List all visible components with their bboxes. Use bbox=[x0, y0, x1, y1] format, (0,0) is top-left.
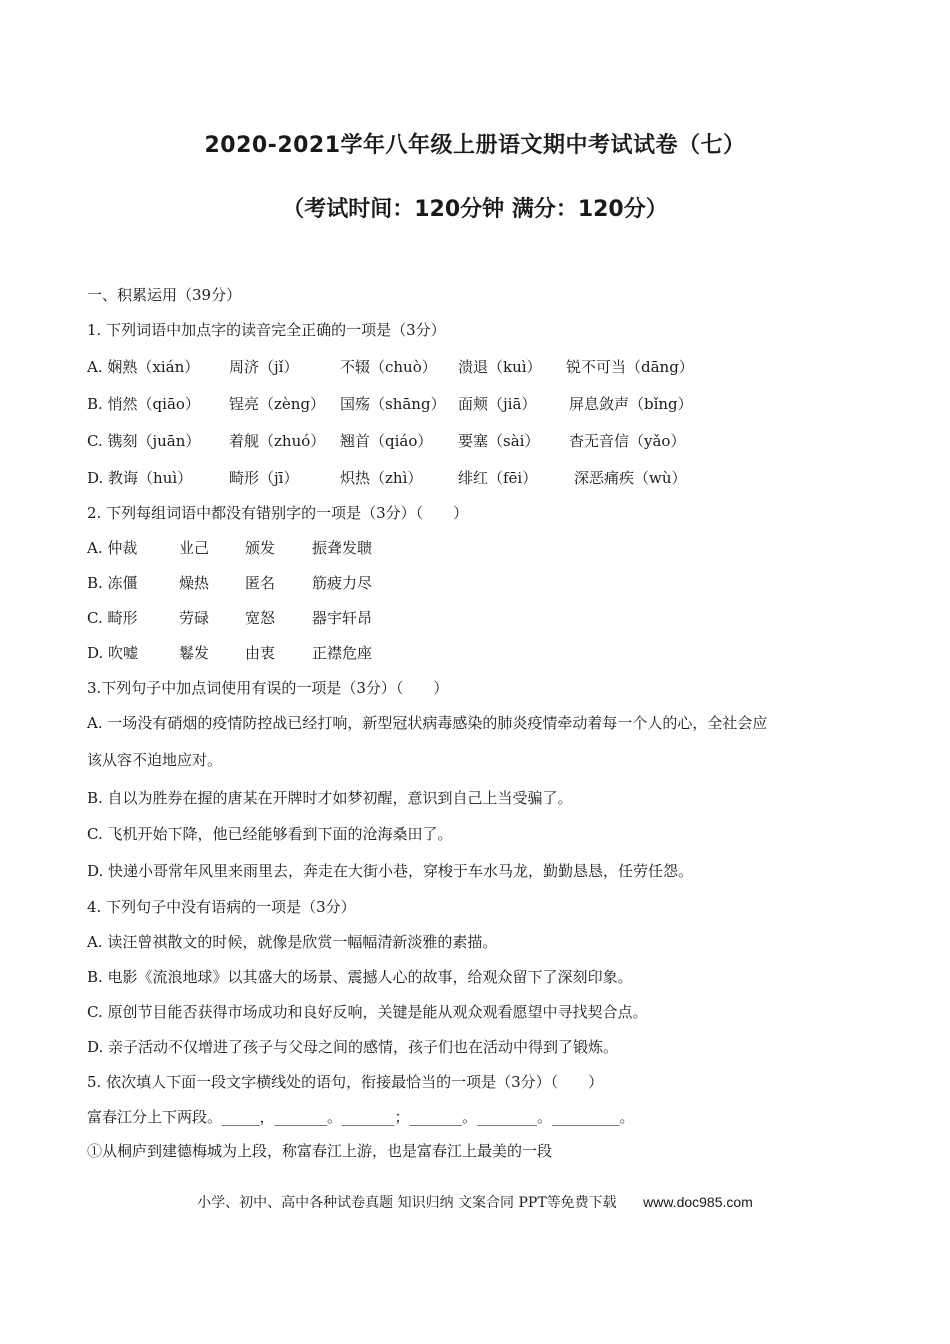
question-3-option-d: D. 快递小哥常年风里来雨里去，奔走在大街小巷，穿梭于车水马龙，勤勤恳恳，任劳任怨。 bbox=[87, 862, 694, 880]
option-text: A. 仲裁 bbox=[87, 539, 138, 557]
question-3-stem: 3.下列句子中加点词使用有误的一项是（3分）（ ） bbox=[87, 679, 449, 697]
option-text: 畸形（jī） bbox=[229, 469, 299, 487]
option-text: 筋疲力尽 bbox=[312, 574, 373, 592]
option-text: 绯红（fēi） bbox=[458, 469, 538, 487]
option-text: 锃亮（zèng） bbox=[229, 395, 326, 413]
section-heading: 一、积累运用（39分） bbox=[87, 286, 242, 304]
option-text: 颁发 bbox=[245, 539, 276, 557]
option-text: 杳无音信（yǎo） bbox=[569, 432, 686, 450]
footer-text: 小学、初中、高中各种试卷真题 知识归纳 文案合同 PPT等免费下载 bbox=[197, 1195, 617, 1211]
option-text: 匿名 bbox=[245, 574, 276, 592]
option-text: 劳碌 bbox=[179, 609, 210, 627]
question-5-stem: 5. 依次填人下面一段文字横线处的语句，衔接最恰当的一项是（3分）（ ） bbox=[87, 1073, 604, 1091]
option-text: 器宇轩昂 bbox=[312, 609, 373, 627]
question-4-option-b: B. 电影《流浪地球》以其盛大的场景、震撼人心的故事，给观众留下了深刻印象。 bbox=[87, 968, 633, 986]
option-text: C. 畸形 bbox=[87, 609, 138, 627]
option-text: 不辍（chuò） bbox=[340, 358, 437, 376]
option-text: 周济（jǐ） bbox=[229, 358, 299, 376]
option-text: 要塞（sài） bbox=[458, 432, 540, 450]
question-3-option-a: A. 一场没有硝烟的疫情防控战已经打响，新型冠状病毒感染的肺炎疫情牵动着每一个人的心，全社会应 bbox=[87, 714, 768, 732]
option-text: D. 吹嘘 bbox=[87, 644, 139, 662]
option-text: 鬈发 bbox=[179, 644, 210, 662]
question-5-item-1: ①从桐庐到建德梅城为上段，称富春江上游，也是富春江上最美的一段 bbox=[87, 1142, 553, 1160]
question-5-passage: 富春江分上下两段。_____，_______。_______；_______。________。_________。 bbox=[87, 1108, 635, 1126]
option-text: 溃退（kuì） bbox=[458, 358, 542, 376]
option-text: 国殇（shāng） bbox=[340, 395, 446, 413]
option-text: D. 教诲（huì） bbox=[87, 469, 193, 487]
question-3-option-c: C. 飞机开始下降，他已经能够看到下面的沧海桑田了。 bbox=[87, 825, 453, 843]
option-text: 宽怒 bbox=[245, 609, 276, 627]
option-text: 正襟危座 bbox=[312, 644, 373, 662]
option-text: A. 娴熟（xián） bbox=[87, 358, 200, 376]
question-1-stem: 1. 下列词语中加点字的读音完全正确的一项是（3分） bbox=[87, 321, 446, 339]
option-text: 面颊（jiā） bbox=[458, 395, 537, 413]
page-title: 2020-2021学年八年级上册语文期中考试试卷（七） bbox=[204, 133, 746, 158]
question-2-stem: 2. 下列每组词语中都没有错别字的一项是（3分）（ ） bbox=[87, 504, 469, 522]
question-3-option-b: B. 自以为胜券在握的唐某在开牌时才如梦初醒，意识到自己上当受骗了。 bbox=[87, 789, 573, 807]
option-text: 业己 bbox=[179, 539, 210, 557]
option-text: 燥热 bbox=[179, 574, 210, 592]
question-4-option-a: A. 读汪曾祺散文的时候，就像是欣赏一幅幅清新淡雅的素描。 bbox=[87, 933, 498, 951]
option-text: B. 悄然（qiāo） bbox=[87, 395, 200, 413]
question-4-option-c: C. 原创节目能否获得市场成功和良好反响，关键是能从观众观看愿望中寻找契合点。 bbox=[87, 1003, 648, 1021]
question-4-option-d: D. 亲子活动不仅增进了孩子与父母之间的感情，孩子们也在活动中得到了锻炼。 bbox=[87, 1038, 619, 1056]
option-text: 振聋发聩 bbox=[312, 539, 373, 557]
option-text: 着舰（zhuó） bbox=[229, 432, 326, 450]
footer-link[interactable]: www.doc985.com bbox=[643, 1194, 753, 1210]
option-text: B. 冻僵 bbox=[87, 574, 138, 592]
option-text: C. 镌刻（juān） bbox=[87, 432, 201, 450]
option-text: 锐不可当（dāng） bbox=[566, 358, 694, 376]
page-footer bbox=[0, 1192, 950, 1212]
exam-info: （考试时间：120分钟 满分：120分） bbox=[282, 197, 668, 222]
question-3-option-a-continued: 该从容不迫地应对。 bbox=[87, 751, 223, 769]
option-text: 深恶痛疾（wù） bbox=[574, 469, 687, 487]
option-text: 由衷 bbox=[245, 644, 276, 662]
option-text: 翘首（qiáo） bbox=[340, 432, 433, 450]
option-text: 炽热（zhì） bbox=[340, 469, 423, 487]
option-text: 屏息敛声（bǐng） bbox=[569, 395, 693, 413]
question-4-stem: 4. 下列句子中没有语病的一项是（3分） bbox=[87, 898, 356, 916]
